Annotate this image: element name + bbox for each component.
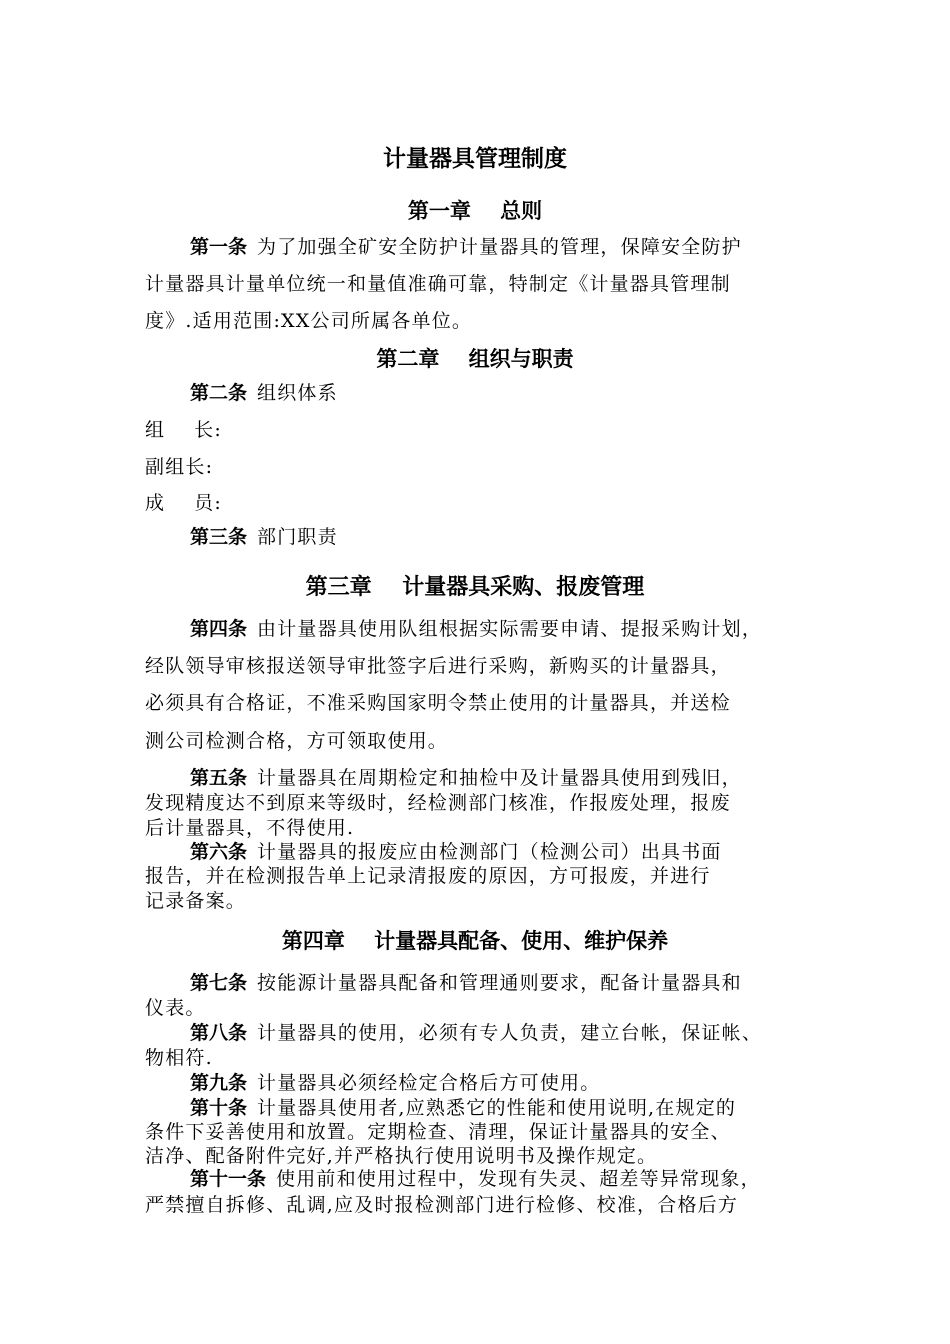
chapter-1-heading: 第一章 总则 [407, 199, 543, 223]
article-7-line-1 [190, 968, 742, 995]
article-2-text: 组织体系 [257, 382, 338, 404]
article-10-line-2: 条件下妥善使用和放置。定期检查、清理，保证计量器具的安全、 [145, 1121, 731, 1143]
article-7-text: 按能源计量器具配备和管理通则要求，配备计量器具和 [257, 972, 742, 994]
article-1-label: 第一条 [190, 236, 248, 258]
article-6-line-1 [190, 837, 722, 864]
article-8-line-1 [190, 1018, 762, 1045]
article-1-line-3: 度》.适用范围:XX公司所属各单位。 [145, 310, 473, 332]
members-label: 成 员: [145, 492, 222, 514]
article-9-line-1 [190, 1068, 600, 1095]
article-5-label: 第五条 [190, 767, 248, 789]
article-7-line-2: 仪表。 [145, 997, 206, 1019]
article-1-text: 为了加强全矿安全防护计量器具的管理，保障安全防护 [257, 236, 742, 258]
article-10-text: 计量器具使用者,应熟悉它的性能和使用说明,在规定的 [257, 1097, 737, 1119]
article-11-line-2: 严禁擅自拆修、乱调,应及时报检测部门进行检修、校准，合格后方 [145, 1194, 739, 1216]
article-6-line-2: 报告，并在检测报告单上记录清报废的原因，方可报废，并进行 [145, 865, 711, 887]
article-5-text: 计量器具在周期检定和抽检中及计量器具使用到残旧， [257, 767, 742, 789]
article-3-label: 第三条 [190, 526, 248, 548]
article-1-line-1 [190, 232, 742, 259]
article-2-label: 第二条 [190, 382, 248, 404]
article-8-text: 计量器具的使用，必须有专人负责，建立台帐，保证帐、 [257, 1022, 763, 1044]
article-3-line [190, 522, 338, 549]
article-5-line-3: 后计量器具，不得使用. [145, 817, 355, 839]
article-2-line [190, 378, 338, 405]
article-1-line-2: 计量器具计量单位统一和量值准确可靠，特制定《计量器具管理制 [145, 273, 731, 295]
article-10-line-3: 洁净、配备附件完好,并严格执行使用说明书及操作规定。 [145, 1145, 658, 1167]
article-4-text: 由计量器具使用队组根据实际需要申请、提报采购计划， [257, 618, 763, 640]
chapter-3-heading: 第三章 计量器具采购、报废管理 [305, 575, 645, 600]
article-8-line-2: 物相符. [145, 1047, 213, 1069]
article-6-line-3: 记录备案。 [145, 890, 247, 912]
article-6-text: 计量器具的报废应由检测部门（检测公司）出具书面 [257, 841, 722, 863]
document-title: 计量器具管理制度 [383, 146, 567, 172]
article-4-label: 第四条 [190, 618, 248, 640]
article-5-line-1 [190, 763, 742, 790]
article-3-text: 部门职责 [257, 526, 338, 548]
article-4-line-1 [190, 614, 762, 641]
article-10-label: 第十条 [190, 1097, 248, 1119]
chapter-4-heading: 第四章 计量器具配备、使用、维护保养 [281, 929, 669, 953]
article-11-label: 第十一条 [190, 1168, 267, 1190]
article-9-text: 计量器具必须经检定合格后方可使用。 [257, 1072, 601, 1094]
article-7-label: 第七条 [190, 972, 248, 994]
article-4-line-4: 测公司检测合格，方可领取使用。 [145, 730, 449, 752]
article-11-text: 使用前和使用过程中，发现有失灵、超差等异常现象， [276, 1168, 761, 1190]
vice-leader-label: 副组长: [145, 456, 214, 478]
chapter-2-heading: 第二章 组织与职责 [376, 347, 574, 371]
leader-label: 组 长: [145, 419, 222, 441]
article-4-line-3: 必须具有合格证，不准采购国家明令禁止使用的计量器具，并送检 [145, 692, 731, 714]
article-9-label: 第九条 [190, 1072, 248, 1094]
article-11-line-1 [190, 1164, 761, 1191]
article-4-line-2: 经队领导审核报送领导审批签字后进行采购，新购买的计量器具， [145, 655, 731, 677]
article-8-label: 第八条 [190, 1022, 248, 1044]
article-10-line-1 [190, 1093, 736, 1120]
article-5-line-2: 发现精度达不到原来等级时，经检测部门核准，作报废处理，报废 [145, 792, 731, 814]
article-6-label: 第六条 [190, 841, 248, 863]
